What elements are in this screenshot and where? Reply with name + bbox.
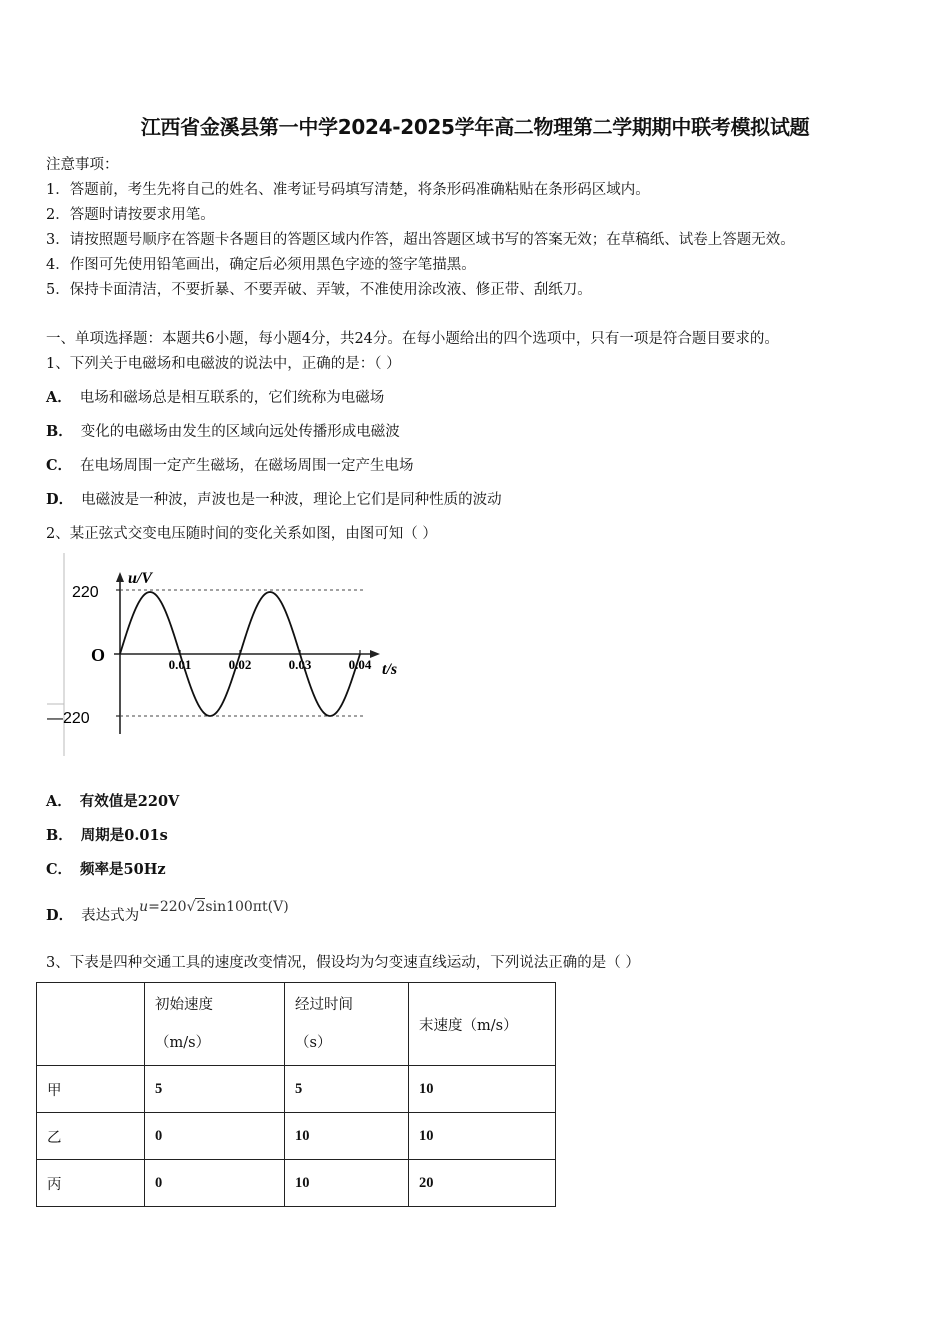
option-label: C．: [46, 861, 73, 878]
x-tick-label: 0.02: [228, 657, 252, 672]
notice-item-2: 2．答题时请按要求用笔。: [46, 207, 215, 223]
q2-option-d: [46, 899, 289, 925]
option-text: 周期是0.01s: [80, 827, 168, 844]
y-axis-arrow: [116, 572, 124, 582]
option-label: C．: [46, 457, 73, 474]
voltage-chart-svg: [44, 548, 424, 760]
row-time: 10: [285, 1160, 409, 1207]
row-initial-speed: 0: [145, 1113, 285, 1160]
section-heading: 一、单项选择题：本题共6小题，每小题4分，共24分。在每小题给出的四个选项中，只有一项是符合题目要求的。: [46, 331, 779, 347]
y-axis-label: u/V: [128, 570, 153, 587]
notice-item-3: 3．请按照题号顺序在答题卡各题目的答题区域内作答，超出答题区域书写的答案无效；在草稿纸、试卷上答题无效。: [46, 232, 795, 248]
q2-option-c: [46, 858, 166, 879]
row-initial-speed: 0: [145, 1160, 285, 1207]
q2-option-b: [46, 824, 168, 845]
option-text: 电场和磁场总是相互联系的，它们统称为电磁场: [79, 390, 385, 406]
notice-heading: 注意事项：: [46, 157, 119, 173]
header-line: （s）: [295, 1035, 332, 1051]
row-name: 甲: [37, 1066, 145, 1113]
formula-rest: sin100πt(V): [205, 899, 289, 915]
notice-item-1: 1．答题前，考生先将自己的姓名、准考证号码填写清楚，将条形码准确粘贴在条形码区域内。: [46, 182, 650, 198]
table-row: [37, 1066, 556, 1113]
option-text: 表达式为: [81, 908, 140, 924]
y-tick-min: —220: [47, 710, 90, 727]
option-text: 有效值是220V: [79, 793, 180, 810]
notice-item-4: 4．作图可先使用铅笔画出，确定后必须用黑色字迹的签字笔描黑。: [46, 257, 476, 273]
page-title: 江西省金溪县第一中学2024-2025学年高二物理第二学期期中联考模拟试题: [140, 115, 810, 139]
header-empty-cell: [37, 983, 145, 1066]
option-label: D．: [46, 907, 74, 924]
option-label: B．: [46, 827, 73, 844]
option-label: D．: [46, 491, 74, 508]
x-tick-label: 0.03: [288, 657, 312, 672]
formula-eq: =220: [148, 899, 187, 915]
speed-table: [36, 982, 556, 1207]
expression-formula: u=220√2sin100πt(V): [139, 899, 289, 915]
q2-option-a: [46, 790, 179, 811]
header-final-speed: [409, 983, 556, 1066]
option-text: 变化的电磁场由发生的区域向远处传播形成电磁波: [80, 424, 400, 440]
q1-option-b: [46, 420, 400, 441]
row-time: 10: [285, 1113, 409, 1160]
header-line: 经过时间: [295, 997, 353, 1013]
x-axis-arrow: [370, 650, 380, 658]
row-initial-speed: 5: [145, 1066, 285, 1113]
x-tick-label: 0.04: [348, 657, 372, 672]
option-text: 在电场周围一定产生磁场，在磁场周围一定产生电场: [80, 458, 414, 474]
row-time: 5: [285, 1066, 409, 1113]
q3-stem: 3、下表是四种交通工具的速度改变情况，假设均为匀变速直线运动，下列说法正确的是（ ）: [46, 955, 640, 971]
voltage-chart: [44, 548, 424, 764]
origin-label: O: [91, 645, 106, 665]
header-line: 末速度（m/s）: [419, 1017, 518, 1034]
header-elapsed-time: [285, 983, 409, 1066]
option-label: B．: [46, 423, 73, 440]
option-text: 频率是50Hz: [80, 861, 166, 878]
y-tick-max: 220: [72, 584, 99, 601]
header-line: 初始速度: [155, 997, 213, 1013]
option-label: A．: [46, 793, 72, 810]
header-line: （m/s）: [155, 1035, 211, 1051]
row-final-speed: 10: [409, 1066, 556, 1113]
table-row: [37, 1113, 556, 1160]
q1-option-a: [46, 386, 384, 407]
formula-var: u: [139, 899, 149, 915]
option-text: 电磁波是一种波，声波也是一种波，理论上它们是同种性质的波动: [81, 492, 502, 508]
header-initial-speed: [145, 983, 285, 1066]
row-name: 乙: [37, 1113, 145, 1160]
option-label: A．: [46, 389, 72, 406]
q2-stem: 2、某正弦式交变电压随时间的变化关系如图，由图可知（ ）: [46, 526, 437, 542]
q1-stem: 1、下列关于电磁场和电磁波的说法中，正确的是：（ ）: [46, 356, 401, 372]
q1-option-d: [46, 488, 502, 509]
q1-option-c: [46, 454, 414, 475]
row-name: 丙: [37, 1160, 145, 1207]
notice-item-5: 5．保持卡面清洁，不要折暴、不要弄破、弄皱，不准使用涂改液、修正带、刮纸刀。: [46, 282, 592, 298]
x-tick-label: 0.01: [168, 657, 192, 672]
row-final-speed: 10: [409, 1113, 556, 1160]
table-header-row: [37, 983, 556, 1066]
table-row: [37, 1160, 556, 1207]
row-final-speed: 20: [409, 1160, 556, 1207]
formula-root: 2: [196, 899, 206, 915]
x-axis-label: t/s: [382, 661, 398, 678]
